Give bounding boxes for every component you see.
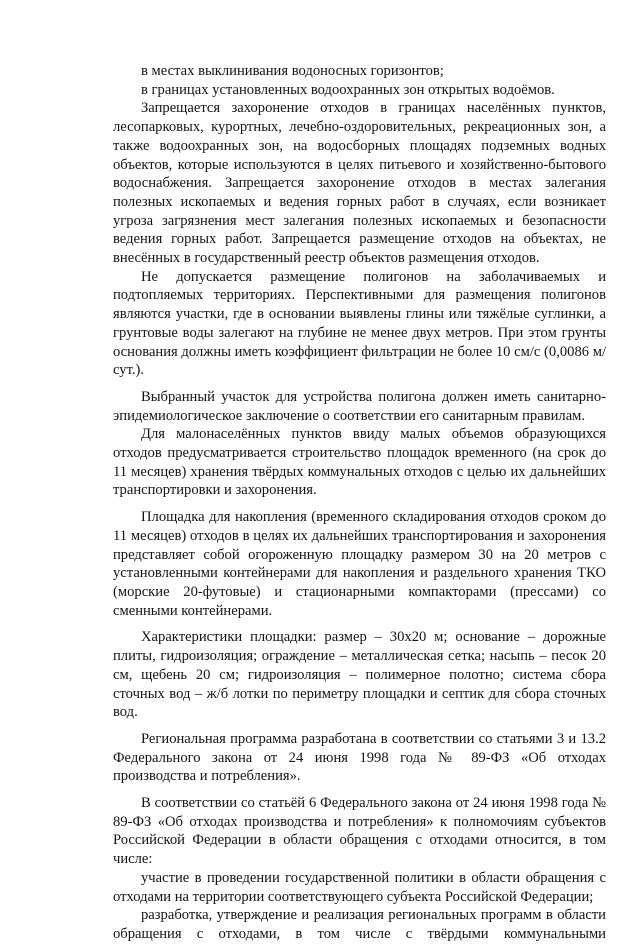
paragraph: в местах выклинивания водоносных горизонтов; (141, 63, 444, 79)
paragraph: в границах установленных водоохранных зон открытых водоёмов. (141, 81, 555, 98)
paragraph: Не допускается размещение полигонов на заболачиваемых и подтопляемых территориях. Перспективными для размещения полигонов являются участки, где в основании выявлены глины или тяжёлые суглинки, а грунтовые воды залегают на глубине не менее двух метров. При этом грунты основания должны иметь коэффициент фильтрации не более 10 см/с (0,0086 м/сут.). (113, 268, 606, 379)
paragraph: В соответствии со статьёй 6 Федерального закона от 24 июня 1998 года № 89-ФЗ «Об отходах производства и потребления» к полномочиям субъектов Российской Федерации в области обращения с отходами относится, в том числе: (113, 795, 606, 868)
paragraph: Для малонаселённых пунктов ввиду малых объемов образующихся отходов предусматривается строительство площадок временного (на срок до 11 месяцев) хранения твёрдых коммунальных отходов с целью их дальнейших транспортировки и захоронения. (113, 426, 606, 499)
paragraph: разработка, утверждение и реализация региональных программ в области обращения с отходами, в том числе с твёрдыми коммунальными (113, 907, 606, 942)
paragraph: Площадка для накопления (временного складирования отходов сроком до 11 месяцев) отходов в целях их дальнейших транспортирования и захоронения представляет собой огороженную площадку размером 30 на 20 метров с установленными контейнерами для накопления и раздельного хранения ТКО (морские 20-футовые) и стационарными компакторами (прессами) со сменными контейнерами. (113, 509, 606, 619)
paragraph: Запрещается захоронение отходов в границах населённых пунктов, лесопарковых, курортных, лечебно-оздоровительных, рекреационных зон, а также водоохранных зон, на водосборных площадях подземных водных объектов, которые используются в целях питьевого и хозяйственно-бытового водоснабжения. Запрещается захоронение отходов в местах залегания полезных ископаемых и ведения горных работ в случаях, если возникает угроза загрязнения мест залегания полезных ископаемых и безопасности ведения горных работ. Запрещается размещение отходов на объектах, не внесённых в государственный реестр объектов размещения отходов. (113, 100, 606, 267)
paragraph: Выбранный участок для устройства полигона должен иметь санитарно-эпидемиологическое заключение о соответствии его санитарным правилам. (113, 388, 606, 424)
paragraph: Характеристики площадки: размер – 30х20 м; основание – дорожные плиты, гидроизоляция; ограждение – металлическая сетка; насыпь – песок 20 см, щебень 20 см; гидроизоляция – полимерное полотно; система сбора сточных вод – ж/б лотки по периметру площадки и септик для сбора сточных вод. (113, 629, 606, 721)
paragraph: Региональная программа разработана в соответствии со статьями 3 и 13.2 Федерального закона от 24 июня 1998 года № 89-ФЗ «Об отходах производства и потребления». (113, 730, 606, 785)
paragraph: участие в проведении государственной политики в области обращения с отходами на территории соответствующего субъекта Российской Федерации; (113, 869, 606, 905)
